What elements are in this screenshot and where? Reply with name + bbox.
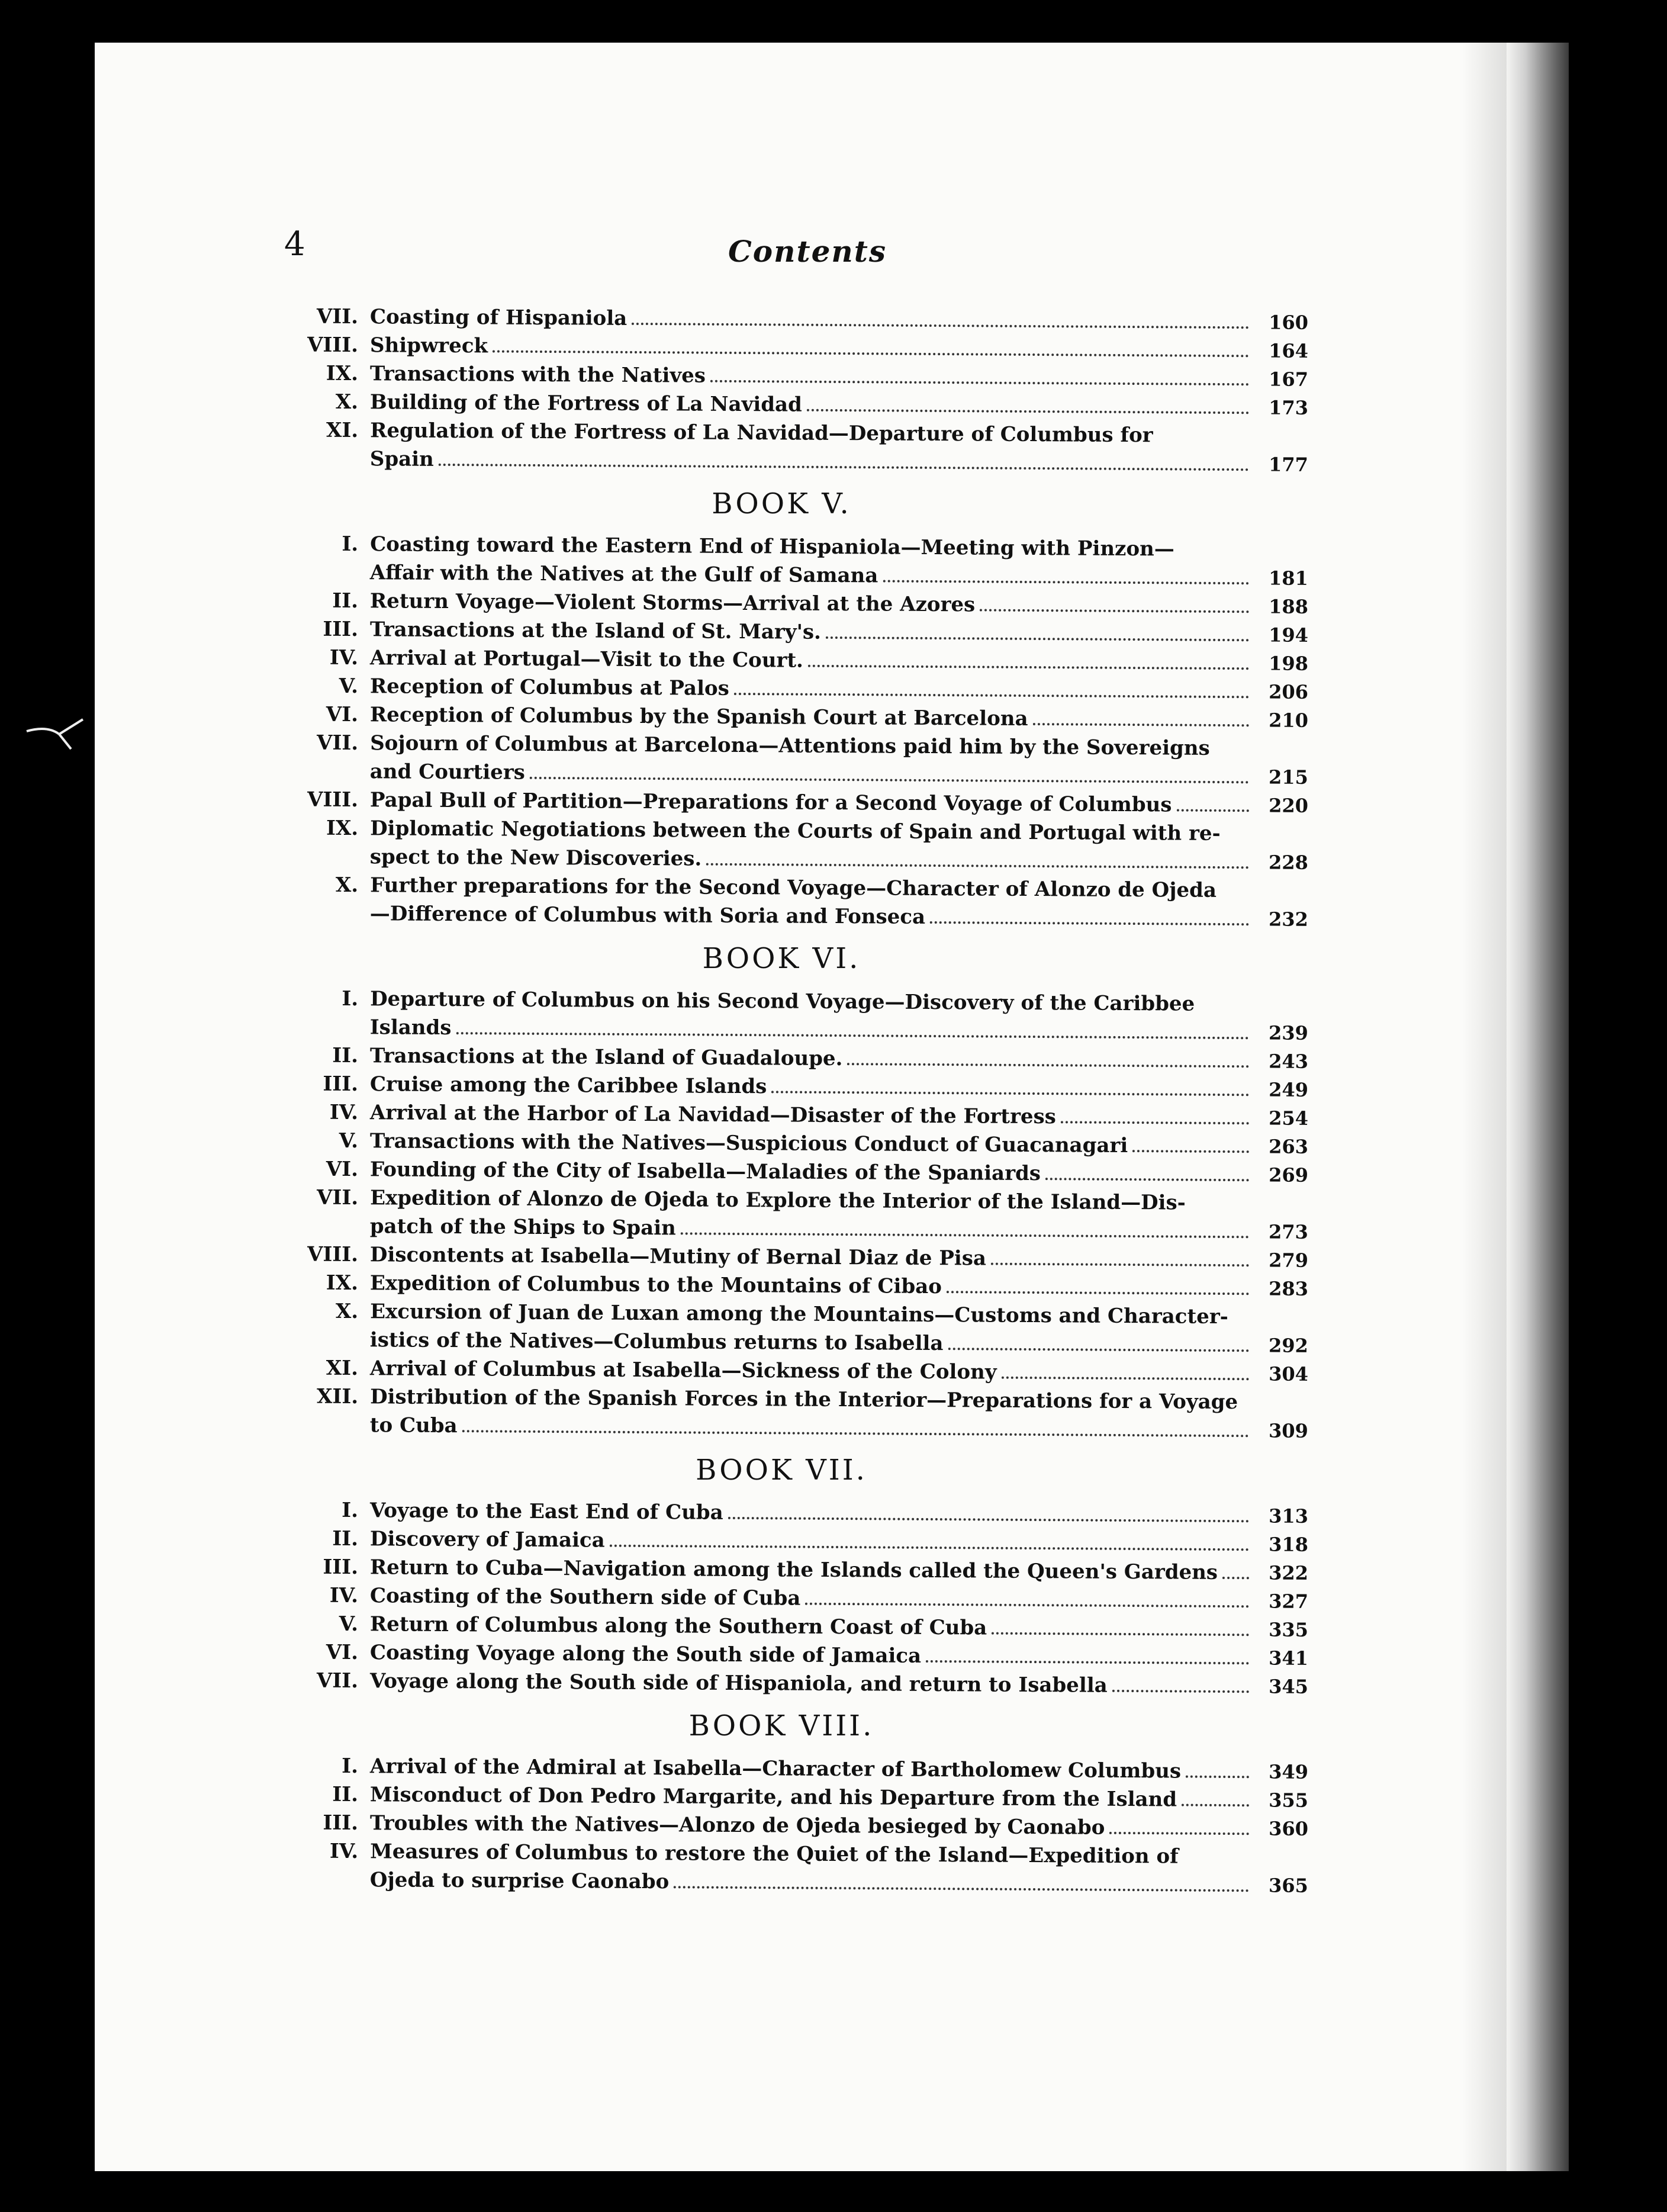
page-reference: 322 — [1269, 1561, 1309, 1584]
chapter-title-text: Arrival of Columbus at Isabella—Sickness of the Colony — [369, 1356, 997, 1384]
dot-leader — [728, 1517, 1249, 1522]
chapter-title-text: Coasting of Hispaniola — [369, 305, 627, 330]
toc-section — [255, 487, 1309, 931]
dot-leader — [530, 777, 1249, 783]
dot-leader — [771, 1091, 1249, 1096]
dot-leader — [1222, 1577, 1249, 1579]
chapter-number: VII. — [316, 1668, 359, 1693]
page-reference: 160 — [1269, 311, 1309, 334]
chapter-title-text: Discontents at Isabella—Mutiny of Bernal Diaz de Pisa — [369, 1243, 987, 1271]
chapter-title-text: Misconduct of Don Pedro Margarite, and his Departure from the Island — [369, 1783, 1177, 1812]
dot-leader — [807, 409, 1249, 414]
chapter-title-text: Return of Columbus along the Southern Coast of Cuba — [369, 1612, 987, 1640]
chapter-title-text: Coasting of the Southern side of Cuba — [369, 1584, 801, 1610]
chapter-title-text: Return Voyage—Violent Storms—Arrival at the Azores — [369, 589, 976, 617]
chapter-number: I. — [342, 1754, 359, 1779]
page-number: 4 — [284, 225, 305, 263]
dot-leader — [808, 665, 1249, 670]
chapter-title-text: Return to Cuba—Navigation among the Islands called the Queen's Gardens — [369, 1555, 1218, 1584]
page-reference: 198 — [1269, 652, 1309, 675]
page-reference: 167 — [1269, 368, 1309, 391]
gutter-shadow — [1462, 43, 1510, 2171]
dot-leader — [1002, 1377, 1249, 1381]
dot-leader — [610, 1545, 1249, 1551]
page-reference: 269 — [1269, 1163, 1309, 1187]
chapter-title — [370, 1297, 1256, 1359]
dot-leader — [1061, 1121, 1249, 1124]
page-reference: 355 — [1269, 1789, 1309, 1812]
chapter-title-line: Measures of Columbus to restore the Quiet of the Island—Expedition of — [370, 1840, 1179, 1869]
dot-leader — [1132, 1150, 1249, 1153]
page-reference: 335 — [1269, 1618, 1309, 1641]
chapter-title-text: Arrival of the Admiral at Isabella—Character of Bartholomew Columbus — [369, 1754, 1182, 1783]
chapter-title — [370, 1184, 1256, 1246]
page-reference: 232 — [1268, 908, 1308, 931]
chapter-number: II. — [332, 1526, 359, 1551]
chapter-title-line: Departure of Columbus on his Second Voyage—Discovery of the Caribbee — [370, 987, 1195, 1016]
book-heading: BOOK V. — [712, 487, 851, 520]
toc-entry — [255, 728, 1309, 792]
dot-leader — [439, 464, 1249, 471]
book-heading: BOOK VI. — [702, 942, 861, 975]
dot-leader — [710, 380, 1249, 386]
dot-leader — [1033, 723, 1249, 726]
chapter-number: X. — [335, 390, 359, 414]
dot-leader — [681, 1232, 1249, 1238]
dot-leader — [948, 1348, 1248, 1352]
chapter-title — [370, 1837, 1256, 1899]
chapter-title-text: Transactions with the Natives—Suspicious Conduct of Guacanagari — [369, 1129, 1128, 1158]
page-reference: 188 — [1269, 595, 1309, 618]
chapter-title-text: Spain — [369, 447, 434, 471]
chapter-title — [370, 985, 1256, 1047]
chapter-title-last-line — [370, 1667, 1255, 1700]
toc-entry — [255, 529, 1309, 593]
chapter-title-text: Arrival at the Harbor of La Navidad—Disaster of the Fortress — [369, 1101, 1057, 1129]
dot-leader — [980, 609, 1249, 613]
dot-leader — [883, 580, 1249, 584]
page-reference: 349 — [1269, 1760, 1309, 1783]
chapter-number: I. — [342, 532, 359, 557]
chapter-title-text: Papal Bull of Partition—Preparations for a Second Voyage of Columbus — [369, 788, 1172, 817]
toc-entry — [255, 1297, 1309, 1360]
chapter-title-last-line — [370, 445, 1255, 478]
dot-leader — [826, 636, 1249, 641]
page-reference: 173 — [1269, 396, 1309, 419]
page-reference: 210 — [1269, 709, 1309, 732]
toc-section — [255, 941, 1309, 1442]
chapter-title-line: Excursion of Juan de Luxan among the Mountains—Customs and Character- — [370, 1300, 1228, 1329]
dot-leader — [674, 1886, 1249, 1892]
chapter-number: VI. — [326, 1157, 359, 1182]
toc-entry — [255, 1666, 1308, 1701]
dot-leader — [930, 921, 1249, 925]
toc-section — [255, 1453, 1309, 1698]
dot-leader — [456, 1032, 1248, 1039]
page-reference: 228 — [1268, 851, 1308, 874]
chapter-title-line: Diplomatic Negotiations between the Courts of Spain and Portugal with re- — [370, 816, 1221, 845]
chapter-title-text: Expedition of Columbus to the Mountains of Cibao — [369, 1271, 942, 1299]
chapter-title-line: Coasting toward the Eastern End of Hispaniola—Meeting with Pinzon— — [370, 532, 1174, 561]
chapter-title-text: Voyage to the East End of Cuba — [369, 1499, 723, 1525]
chapter-title-text: and Courtiers — [369, 760, 526, 785]
chapter-number: VII. — [316, 731, 359, 755]
toc-entry — [255, 1382, 1309, 1445]
page-reference: 254 — [1269, 1107, 1309, 1130]
chapter-title — [370, 729, 1256, 791]
chapter-title-last-line — [370, 899, 1255, 933]
page-reference: 318 — [1269, 1533, 1309, 1556]
toc-entry — [255, 416, 1309, 479]
chapter-number: II. — [332, 1782, 359, 1807]
table-of-contents — [255, 302, 1309, 1897]
page-reference: 220 — [1269, 794, 1309, 817]
page-reference: 164 — [1269, 339, 1309, 362]
chapter-title-text: Discovery of Jamaica — [369, 1527, 605, 1552]
chapter-number: V. — [339, 674, 359, 699]
chapter-title — [370, 530, 1256, 592]
page-reference: 341 — [1269, 1647, 1309, 1670]
chapter-number: XII. — [316, 1384, 359, 1409]
toc-entry — [255, 814, 1309, 877]
chapter-title-text: —Difference of Columbus with Soria and Fonseca — [369, 902, 926, 929]
running-head: Contents — [728, 234, 887, 269]
chapter-title-text: Affair with the Natives at the Gulf of Samana — [369, 561, 878, 588]
dot-leader — [493, 350, 1249, 357]
chapter-title-text: Voyage along the South side of Hispaniola, and return to Isabella — [369, 1669, 1108, 1697]
dot-leader — [1112, 1690, 1249, 1693]
page-reference: 181 — [1268, 567, 1308, 590]
chapter-title-text: Ojeda to surprise Caonabo — [369, 1868, 670, 1894]
dot-leader — [462, 1430, 1249, 1437]
chapter-number: V. — [339, 1128, 359, 1153]
dot-leader — [734, 693, 1249, 698]
chapter-number: VIII. — [307, 1242, 359, 1267]
page-reference: 249 — [1269, 1078, 1309, 1101]
margin-mark — [24, 708, 86, 755]
dot-leader — [947, 1291, 1249, 1295]
page-reference: 292 — [1268, 1334, 1308, 1357]
book-binding — [1507, 43, 1569, 2171]
dot-leader — [992, 1632, 1249, 1637]
dot-leader — [1182, 1804, 1249, 1807]
page-reference: 273 — [1268, 1220, 1308, 1243]
chapter-number: IV. — [329, 1583, 359, 1608]
page-reference: 279 — [1269, 1249, 1309, 1272]
toc-section — [255, 1709, 1309, 1897]
chapter-title — [370, 871, 1256, 933]
chapter-number: II. — [332, 1043, 359, 1068]
chapter-number: III. — [323, 1555, 359, 1580]
chapter-number: V. — [339, 1612, 359, 1637]
chapter-title-text: Shipwreck — [369, 333, 488, 358]
chapter-title-text: Troubles with the Natives—Alonzo de Ojeda besieged by Caonabo — [369, 1811, 1105, 1840]
page-reference: 345 — [1269, 1675, 1309, 1698]
toc-entry — [255, 984, 1309, 1047]
chapter-title-text: Transactions at the Island of St. Mary's. — [369, 618, 822, 644]
chapter-title-last-line — [370, 1411, 1255, 1445]
page-reference: 239 — [1268, 1021, 1308, 1044]
chapter-title-text: Founding of the City of Isabella—Maladies of the Spaniards — [369, 1158, 1041, 1186]
dot-leader — [1176, 809, 1249, 812]
chapter-number: VII. — [316, 304, 359, 329]
page-reference: 194 — [1269, 623, 1309, 647]
toc-section — [255, 302, 1309, 476]
chapter-title-text: Arrival at Portugal—Visit to the Court. — [369, 646, 804, 673]
chapter-number: IX. — [326, 1271, 359, 1295]
dot-leader — [706, 863, 1249, 869]
chapter-number: IV. — [329, 1100, 359, 1125]
chapter-number: I. — [342, 1498, 359, 1523]
chapter-number: IV. — [329, 1839, 359, 1864]
dot-leader — [1045, 1178, 1249, 1181]
dot-leader — [991, 1263, 1249, 1267]
chapter-title-text: istics of the Natives—Columbus returns to Isabella — [369, 1328, 944, 1356]
chapter-number: VIII. — [307, 333, 359, 358]
page-reference: 283 — [1269, 1277, 1309, 1300]
dot-leader — [926, 1660, 1249, 1664]
chapter-title-text: Reception of Columbus at Palos — [369, 674, 729, 700]
page-reference: 177 — [1268, 453, 1308, 476]
chapter-title-text: Transactions at the Island of Guadaloupe. — [369, 1044, 843, 1071]
toc-entry — [255, 870, 1309, 934]
chapter-title-line: Expedition of Alonzo de Ojeda to Explore the Interior of the Island—Dis- — [370, 1186, 1186, 1215]
book-heading: BOOK VIII. — [688, 1709, 874, 1742]
page-reference: 304 — [1269, 1362, 1309, 1385]
chapter-number: VII. — [316, 1185, 359, 1210]
chapter-number: II. — [332, 589, 359, 613]
chapter-number: VI. — [326, 1640, 359, 1665]
chapter-number: X. — [335, 873, 359, 898]
chapter-number: VI. — [326, 702, 359, 727]
dot-leader — [847, 1063, 1249, 1068]
dot-leader — [632, 323, 1249, 329]
toc-entry — [255, 1183, 1309, 1246]
dot-leader — [805, 1603, 1249, 1608]
page-reference: 365 — [1268, 1874, 1308, 1897]
chapter-number: III. — [323, 617, 359, 642]
chapter-number: I. — [342, 986, 359, 1011]
chapter-title — [370, 1382, 1256, 1445]
chapter-title-text: Transactions with the Natives — [369, 362, 706, 388]
page-reference: 243 — [1269, 1050, 1309, 1073]
chapter-title-text: to Cuba — [369, 1413, 458, 1438]
chapter-title-text: Cruise among the Caribbee Islands — [369, 1072, 767, 1099]
chapter-title-text: Islands — [369, 1015, 452, 1040]
dot-leader — [1109, 1832, 1249, 1835]
page-reference: 360 — [1269, 1817, 1309, 1840]
chapter-number: XI. — [326, 418, 359, 443]
book-heading: BOOK VII. — [696, 1454, 867, 1487]
chapter-title-text: patch of the Ships to Spain — [369, 1214, 676, 1240]
chapter-title-line: Regulation of the Fortress of La Navidad—Departure of Columbus for — [370, 419, 1153, 448]
chapter-number: VIII. — [307, 787, 359, 812]
chapter-number: III. — [323, 1811, 359, 1835]
chapter-title — [370, 416, 1256, 478]
chapter-title-line: Sojourn of Columbus at Barcelona—Attentions paid him by the Sovereigns — [370, 731, 1210, 760]
chapter-number: XI. — [326, 1356, 359, 1381]
chapter-number: IX. — [326, 361, 359, 386]
page-reference: 313 — [1269, 1504, 1309, 1528]
chapter-number: III. — [323, 1072, 359, 1097]
chapter-number: IV. — [329, 645, 359, 670]
page-reference: 327 — [1269, 1590, 1309, 1613]
dot-leader — [1186, 1776, 1249, 1779]
page-reference: 215 — [1268, 766, 1308, 789]
chapter-title-last-line — [370, 1866, 1255, 1899]
chapter-title — [370, 814, 1256, 876]
chapter-title-text: Coasting Voyage along the South side of Jamaica — [369, 1641, 922, 1668]
chapter-title-text: Building of the Fortress of La Navidad — [369, 390, 802, 417]
chapter-title-line: Distribution of the Spanish Forces in the Interior—Preparations for a Voyage — [370, 1385, 1238, 1414]
chapter-title-text: Reception of Columbus by the Spanish Court at Barcelona — [369, 703, 1028, 731]
page-reference: 263 — [1269, 1135, 1309, 1158]
chapter-title — [370, 1667, 1255, 1700]
chapter-number: X. — [335, 1299, 359, 1324]
page-reference: 206 — [1269, 680, 1309, 703]
toc-entry — [255, 1837, 1309, 1900]
page-reference: 309 — [1268, 1419, 1308, 1442]
chapter-title-text: spect to the New Discoveries. — [369, 845, 702, 871]
chapter-title-line: Further preparations for the Second Voyage—Character of Alonzo de Ojeda — [370, 873, 1217, 902]
chapter-number: IX. — [326, 816, 359, 841]
